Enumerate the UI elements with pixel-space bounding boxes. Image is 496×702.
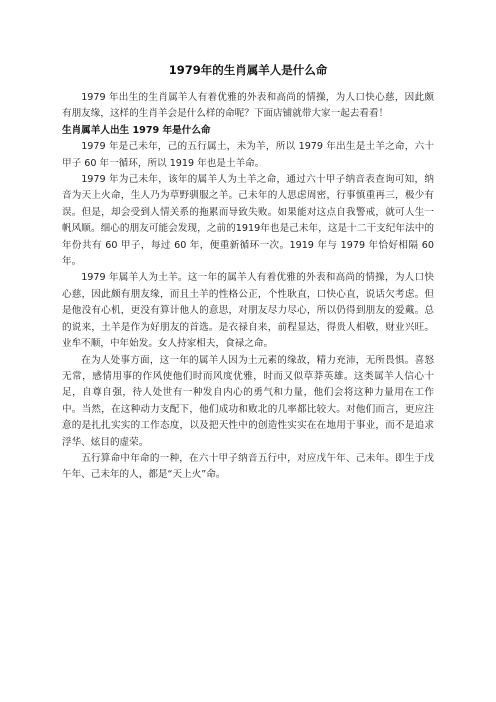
body-paragraph-3: 1979 年属羊人为土羊。这一年的属羊人有着优雅的外表和高尚的情操，为人口快心慈，因此颇有朋友缘，而且土羊的性格公正，个性耿直，口快心直，说话欠考虑。但是他没有心机，更没有算计他人的意思，对朋友尽力尽心，所以仍得到朋友的爱戴。总的说来，土羊是作为好朋友的首选。是衣禄自来，前程显达，得贵人相敬，财业兴旺。业牟不顺，中年始发。女人持家相夫，食禄之命。	[62, 272, 434, 350]
body-paragraph-1: 1979 年是己未年，己的五行属土，未为羊，所以 1979 年出生是土羊之命，六十甲子 60 年一循环，所以 1919 年也是土羊命。	[62, 141, 434, 169]
body-paragraph-5: 五行算命中年命的一种，在六十甲子纳音五行中，对应戊午年、己未年。即生于戊午年、己未年的人，都是“天上火”命。	[62, 452, 434, 481]
document-page	[62, 0, 434, 484]
section-heading: 生肖属羊人出生 1979 年是什么命	[62, 124, 211, 136]
body-paragraph-2: 1979 年为己未年，该年的属羊人为土羊之命，通过六十甲子纳音表查询可知，纳音为天上火命，生人乃为草野驯服之羊。己未年的人思虑周密，行事慎重再三，极少有误。但是，却会受到人情关系的拖累而导致失败。如果能对这点自我警戒，就可人生一帆风顺。细心的朋友可能会发现，之前的1919年也是己未年，这是十二干支纪年法中的年份共有 60 甲子，每过 60 年，便重新循环一次。1919 年与 1979 年恰好相隔 60 年。	[62, 174, 434, 268]
intro-paragraph: 1979 年出生的生肖属羊人有着优雅的外表和高尚的情操，为人口快心慈，因此颇有朋友缘，这样的生肖羊会是什么样的命呢？下面店铺就带大家一起去看看！	[62, 92, 434, 120]
document-title: 1979年的生肖属羊人是什么命	[168, 63, 328, 77]
body-paragraph-4: 在为人处事方面，这一年的属羊人因为土元素的缘故，精力充沛，无所畏惧。喜怒无常，感情用事的作风使他们时而风度优雅，时而又似草莽英雄。这类属羊人信心十足，自尊自强，待人处世有一种发自内心的勇气和力量，他们会将这种力量用在工作中。当然，在这种动力支配下，他们成功和败北的几率都比较大。对他们而言，更应注意的是扎扎实实的工作态度，以及把天性中的创造性实实在在地用于事业，而不是追求浮华、炫目的虚荣。	[62, 354, 434, 448]
